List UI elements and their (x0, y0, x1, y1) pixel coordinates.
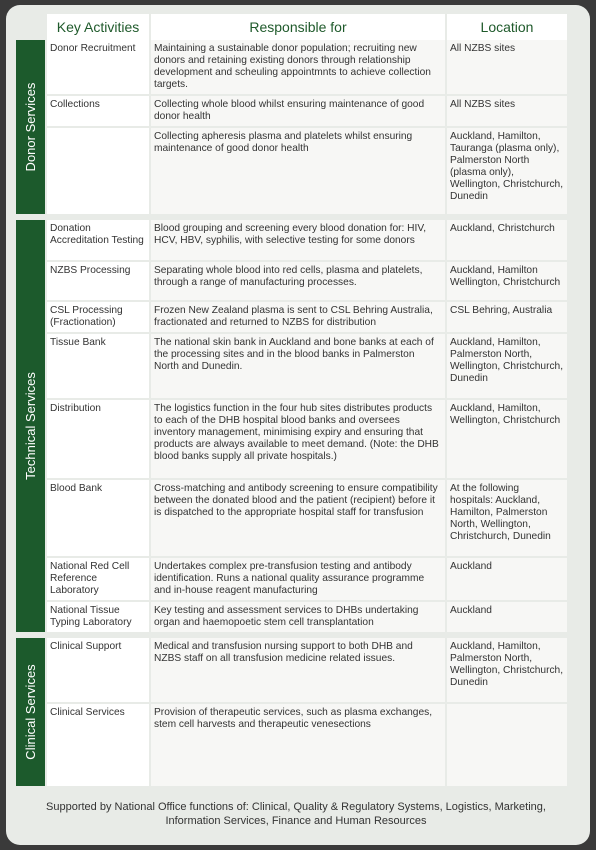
responsible-cell: Key testing and assessment services to DHBs undertaking organ and haemopoetic stem cell transplantation (149, 602, 445, 638)
location-cell: Auckland, Hamilton Wellington, Christchurch (445, 262, 567, 302)
table-row (16, 638, 567, 704)
document-page (6, 5, 590, 845)
responsible-cell: Collecting whole blood whilst ensuring maintenance of good donor health (149, 96, 445, 128)
section-label: Technical Services (22, 372, 38, 480)
table-row (16, 480, 567, 558)
header-responsible: Responsible for (149, 14, 445, 40)
table-row (16, 128, 567, 220)
responsible-cell: Medical and transfusion nursing support to both DHB and NZBS staff on all transfusion medicine related issues. (149, 638, 445, 704)
activity-cell: Clinical Services (45, 704, 149, 792)
activities-table (16, 14, 567, 792)
activity-cell: Distribution (45, 400, 149, 480)
location-cell: At the following hospitals: Auckland, Hamilton, Palmerston North, Wellington, Christchurch, Dunedin (445, 480, 567, 558)
activity-cell: Donor Recruitment (45, 40, 149, 96)
footer-note: Supported by National Office functions of: Clinical, Quality & Regulatory Systems, Logistics, Marketing, Information Services, Finance and Human Resources (46, 801, 546, 827)
table-body (16, 40, 567, 792)
activity-cell: National Red Cell Reference Laboratory (45, 558, 149, 602)
table-row (16, 262, 567, 302)
location-cell: CSL Behring, Australia (445, 302, 567, 334)
responsible-cell: Provision of therapeutic services, such as plasma exchanges, stem cell harvests and therapeutic venesections (149, 704, 445, 792)
activity-cell: Clinical Support (45, 638, 149, 704)
location-cell: Auckland, Christchurch (445, 220, 567, 262)
responsible-cell: The logistics function in the four hub sites distributes products to each of the DHB hospital blood banks and oversees inventory management, minimising expiry and ensuring that products are always available to meet demand. (Note: the DHB blood banks supply all private hospitals.) (149, 400, 445, 480)
activity-cell: NZBS Processing (45, 262, 149, 302)
responsible-cell: Maintaining a sustainable donor population; recruiting new donors and retaining existing donors through relationship development and scheuling appointmnts to achieve collection targets. (149, 40, 445, 96)
header-location: Location (445, 14, 567, 40)
responsible-cell: Collecting apheresis plasma and platelets whilst ensuring maintenance of good donor health (149, 128, 445, 220)
responsible-cell: Cross-matching and antibody screening to ensure compatibility between the donated blood and the patient (recipient) before it is dispatched to the appropriate hospital staff for transfusion (149, 480, 445, 558)
header-activities: Key Activities (45, 14, 149, 40)
section-label-cell (16, 638, 45, 792)
location-cell: Auckland (445, 558, 567, 602)
header-blank (16, 14, 45, 40)
table-row (16, 704, 567, 792)
activity-cell: Tissue Bank (45, 334, 149, 400)
activity-cell: National Tissue Typing Laboratory (45, 602, 149, 638)
activity-cell: Donation Accreditation Testing (45, 220, 149, 262)
activity-cell (45, 128, 149, 220)
location-cell: All NZBS sites (445, 96, 567, 128)
table-row (16, 96, 567, 128)
location-cell: Auckland, Hamilton, Palmerston North, Wellington, Christchurch, Dunedin (445, 638, 567, 704)
section-label: Clinical Services (22, 664, 38, 760)
location-cell: Auckland (445, 602, 567, 638)
section-label: Donor Services (22, 82, 38, 172)
table-row (16, 558, 567, 602)
table-row (16, 302, 567, 334)
responsible-cell: Frozen New Zealand plasma is sent to CSL Behring Australia, fractionated and returned to NZBS for distribution (149, 302, 445, 334)
activity-cell: Blood Bank (45, 480, 149, 558)
location-cell: Auckland, Hamilton, Wellington, Christchurch (445, 400, 567, 480)
header-row (16, 14, 567, 40)
table-row (16, 602, 567, 638)
activity-cell: CSL Processing (Fractionation) (45, 302, 149, 334)
location-cell: Auckland, Hamilton, Palmerston North, Wellington, Christchurch, Dunedin (445, 334, 567, 400)
location-cell: Auckland, Hamilton, Tauranga (plasma only), Palmerston North (plasma only), Wellington, Christchurch, Dunedin (445, 128, 567, 220)
section-label-cell (16, 40, 45, 220)
location-cell: All NZBS sites (445, 40, 567, 96)
responsible-cell: Undertakes complex pre-transfusion testing and antibody identification. Runs a national quality assurance programme and in-house reagent manufacturing (149, 558, 445, 602)
table-row (16, 40, 567, 96)
section-label-cell (16, 220, 45, 638)
table-row (16, 220, 567, 262)
responsible-cell: Blood grouping and screening every blood donation for: HIV, HCV, HBV, syphilis, with selective testing for some donors (149, 220, 445, 262)
table-row (16, 400, 567, 480)
table-row (16, 334, 567, 400)
activity-cell: Collections (45, 96, 149, 128)
responsible-cell: The national skin bank in Auckland and bone banks at each of the processing sites and in the blood banks in Palmerston North and Dunedin. (149, 334, 445, 400)
responsible-cell: Separating whole blood into red cells, plasma and platelets, through a range of manufacturing processes. (149, 262, 445, 302)
location-cell (445, 704, 567, 792)
